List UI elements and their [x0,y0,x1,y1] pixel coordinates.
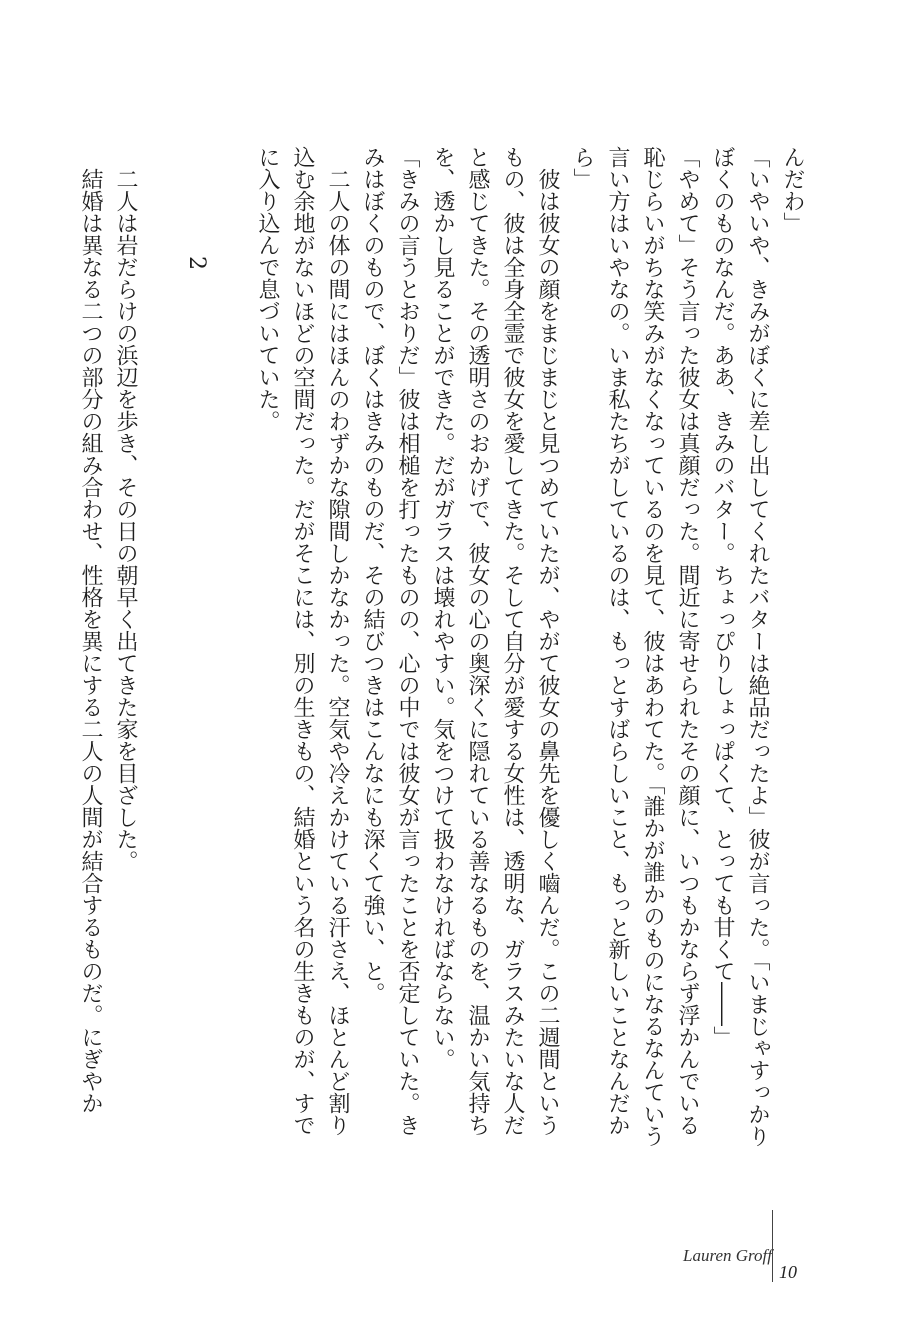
paragraph: 「やめて」そう言った彼女は真顔だった。間近に寄せられたその顔に、いつもかならず浮かんでいる恥じらいがちな笑みがなくなっているのを見て、彼はあわてた。「誰かが誰かのものになるなんていう言い方はいやなの。いま私たちがしているのは、もっとすばらしいこと、もっと新しいことなんだから」 [570,146,700,1147]
page-number: 10 [779,1262,797,1282]
paragraph: 結婚は異なる二つの部分の組み合わせ、性格を異にする二人の人間が結合するものだ。にぎやか [78,168,103,1114]
paragraph: 「いやいや、きみがぼくに差し出してくれたバターは絶品だったよ」彼が言った。「いまじゃすっかりぼくのものなんだ。ああ、きみのバター。ちょっぴりしょっぱくて、とっても甘くて――」 [710,146,770,1147]
paragraph: 二人の体の間にはほんのわずかな隙間しかなかった。空気や冷えかけている汗さえ、ほとんど割り込む余地がないほどの空間だった。だがそこには、別の生きもの、結婚という名の生きものが、すでに入り込んで息づいていた。 [255,146,350,1136]
paragraph: 二人は岩だらけの浜辺を歩き、その日の朝早く出てきた家を目ざした。 [113,168,138,872]
body-text [78,146,810,1156]
section-number: 2 [184,256,209,270]
paragraph: 彼は彼女の顔をまじまじと見つめていたが、やがて彼女の鼻先を優しく嚙んだ。この二週間というもの、彼は全身全霊で彼女を愛してきた。そして自分が愛する女性は、透明な、ガラスみたいな人だと感じてきた。その透明さのおかげで、彼女の心の奥深くに隠れている善なるものを、温かい気持ちを、透かし見ることができた。だがガラスは壊れやすい。気をつけて扱わなければならない。 [430,146,560,1136]
paragraph: 「きみの言うとおりだ」彼は相槌を打ったものの、心の中では彼女が言ったことを否定していた。きみはぼくのもので、ぼくはきみのものだ、その結びつきはこんなにも深くて強い、と。 [360,146,420,1136]
paragraph: んだわ」 [780,146,805,234]
footer-divider [772,1210,773,1282]
author-name: Lauren Groff [683,1246,772,1265]
page-footer [650,1210,830,1290]
